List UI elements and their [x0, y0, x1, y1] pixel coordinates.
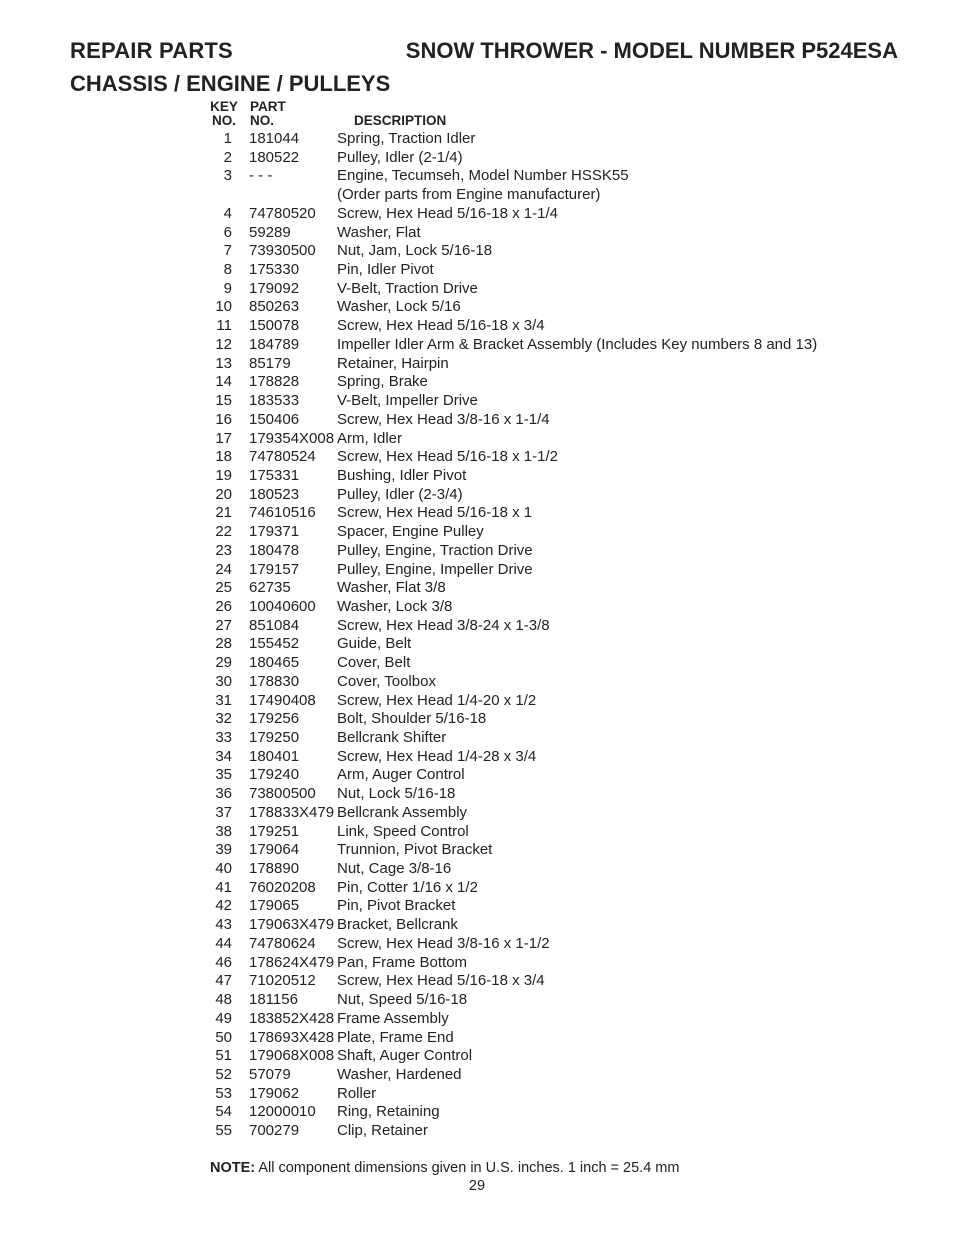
description-header: DESCRIPTION	[354, 113, 447, 128]
parts-row	[196, 280, 916, 299]
key-no: 19	[215, 466, 232, 484]
key-no: 27	[215, 616, 232, 634]
key-no: 50	[215, 1028, 232, 1046]
section-title: CHASSIS / ENGINE / PULLEYS	[70, 71, 391, 96]
key-no: 24	[215, 560, 232, 578]
parts-row	[196, 355, 916, 374]
part-no: 850263	[249, 298, 300, 316]
part-description: Nut, Jam, Lock 5/16-18	[337, 242, 493, 260]
parts-row	[196, 242, 916, 261]
part-description: Trunnion, Pivot Bracket	[337, 841, 493, 859]
key-no: 13	[215, 354, 232, 372]
part-description: Screw, Hex Head 5/16-18 x 3/4	[337, 317, 545, 335]
key-no: 41	[215, 878, 232, 896]
parts-row	[196, 748, 916, 767]
parts-row	[196, 579, 916, 598]
page-header-right	[406, 38, 898, 64]
key-no: 28	[215, 635, 232, 653]
key-no: 51	[215, 1047, 232, 1065]
part-no: 76020208	[249, 878, 316, 896]
part-no: 155452	[249, 635, 300, 653]
part-no: 183533	[249, 392, 300, 410]
part-no: 175330	[249, 261, 300, 279]
parts-row	[196, 635, 916, 654]
part-no: 179240	[249, 766, 300, 784]
parts-row	[196, 149, 916, 168]
parts-list	[196, 130, 916, 1141]
part-description: Nut, Lock 5/16-18	[337, 785, 456, 803]
key-no: 49	[215, 1009, 232, 1027]
page-header-left: REPAIR PARTS	[70, 38, 233, 63]
parts-row	[196, 916, 916, 935]
part-no: 175331	[249, 466, 300, 484]
parts-row	[196, 336, 916, 355]
note-label: NOTE:	[210, 1160, 256, 1176]
key-no: 1	[223, 130, 232, 147]
parts-row	[196, 130, 916, 149]
key-no: 47	[215, 972, 232, 990]
key-no: 44	[215, 934, 232, 952]
parts-row	[196, 972, 916, 991]
part-no: 179092	[249, 279, 300, 297]
key-no	[196, 186, 232, 205]
key-no: 54	[215, 1103, 232, 1121]
part-description: Pan, Frame Bottom	[337, 953, 468, 971]
part-no: 179062	[249, 1084, 300, 1102]
part-description: Screw, Hex Head 5/16-18 x 1	[337, 504, 533, 522]
parts-row	[196, 411, 916, 430]
parts-row	[196, 823, 916, 842]
part-no: 150406	[249, 410, 300, 428]
key-no: 18	[215, 448, 232, 466]
key-no: 23	[215, 541, 232, 559]
key-header-line1: KEY	[210, 99, 238, 114]
key-no: 6	[223, 223, 232, 241]
part-description: Arm, Auger Control	[337, 766, 465, 784]
parts-row	[196, 504, 916, 523]
part-description: Nut, Speed 5/16-18	[337, 991, 468, 1009]
part-description: Screw, Hex Head 5/16-18 x 3/4	[337, 972, 545, 990]
part-no: 179157	[249, 560, 300, 578]
parts-row	[196, 935, 916, 954]
parts-row	[196, 486, 916, 505]
part-description: Washer, Flat 3/8	[337, 579, 446, 597]
part-description: Engine, Tecumseh, Model Number HSSK55	[337, 167, 629, 185]
key-no: 10	[215, 298, 232, 316]
part-description: Screw, Hex Head 5/16-18 x 1-1/4	[337, 204, 558, 222]
parts-row	[196, 542, 916, 561]
part-no: 178624X479	[249, 953, 335, 971]
part-description: Bellcrank Assembly	[337, 803, 468, 821]
model-number: P524ESA	[801, 38, 898, 63]
part-description: Impeller Idler Arm & Bracket Assembly (Includes Key numbers 8 and 13)	[337, 335, 818, 353]
part-no: 73800500	[249, 785, 316, 803]
part-no: 180401	[249, 747, 300, 765]
parts-row	[196, 261, 916, 280]
part-description: V-Belt, Impeller Drive	[337, 392, 478, 410]
key-no: 20	[215, 485, 232, 503]
parts-row	[196, 1103, 916, 1122]
part-no: 179354X008	[249, 429, 335, 447]
key-no: 15	[215, 392, 232, 410]
part-description: Pulley, Engine, Traction Drive	[337, 541, 533, 559]
key-no: 14	[215, 373, 232, 391]
parts-row	[196, 785, 916, 804]
parts-row	[196, 224, 916, 243]
part-no: 184789	[249, 335, 300, 353]
page-number: 29	[468, 1178, 486, 1194]
key-no: 36	[215, 785, 232, 803]
part-description: Clip, Retainer	[337, 1122, 428, 1140]
key-no: 7	[223, 242, 232, 260]
part-no: 12000010	[249, 1103, 316, 1121]
part-no: 181156	[249, 991, 298, 1009]
part-no: 59289	[249, 223, 291, 241]
part-no: 17490408	[249, 691, 316, 709]
part-description: Retainer, Hairpin	[337, 354, 449, 372]
key-no: 29	[215, 654, 232, 672]
key-no: 39	[215, 841, 232, 859]
part-no: 74780624	[249, 934, 316, 952]
parts-row	[196, 392, 916, 411]
part-no: 851084	[249, 616, 300, 634]
key-no: 52	[215, 1065, 232, 1083]
part-no: 180465	[249, 654, 300, 672]
key-no: 8	[223, 261, 232, 279]
part-no: 71020512	[249, 972, 316, 990]
key-no: 46	[215, 953, 232, 971]
part-description: Cover, Belt	[337, 654, 411, 672]
part-description: Pulley, Idler (2-1/4)	[337, 148, 463, 166]
part-description: Ring, Retaining	[337, 1103, 440, 1121]
part-no: 700279	[249, 1122, 300, 1140]
key-no: 38	[215, 822, 232, 840]
part-description: Screw, Hex Head 1/4-28 x 3/4	[337, 747, 537, 765]
parts-row	[196, 167, 916, 186]
part-description: Pulley, Idler (2-3/4)	[337, 485, 463, 503]
key-no: 37	[215, 803, 232, 821]
part-description: Shaft, Auger Control	[337, 1047, 473, 1065]
parts-row	[196, 448, 916, 467]
key-no: 40	[215, 860, 232, 878]
key-no: 53	[215, 1084, 232, 1102]
part-description: Pin, Pivot Bracket	[337, 897, 456, 915]
part-no: 179371	[249, 523, 300, 541]
part-header-line1: PART	[250, 99, 286, 114]
parts-row	[196, 1122, 916, 1141]
part-description: Frame Assembly	[337, 1009, 449, 1027]
part-description: Bolt, Shoulder 5/16-18	[337, 710, 487, 728]
header-title-prefix: SNOW THROWER - MODEL NUMBER	[405, 38, 802, 63]
part-no: 150078	[249, 317, 300, 335]
parts-row	[196, 991, 916, 1010]
part-no-header	[250, 100, 286, 128]
part-no: 85179	[249, 354, 291, 372]
part-no: 57079	[249, 1065, 291, 1083]
key-no: 25	[215, 579, 232, 597]
part-description: Washer, Lock 5/16	[337, 298, 461, 316]
part-no: 62735	[249, 579, 291, 597]
key-no: 33	[215, 729, 232, 746]
note-text: All component dimensions given in U.S. inches. 1 inch = 25.4 mm	[255, 1160, 680, 1176]
key-no: 9	[223, 279, 232, 297]
parts-row	[196, 467, 916, 486]
key-no-header	[208, 100, 240, 128]
part-no: 74780520	[249, 204, 316, 222]
part-no: 178828	[249, 373, 300, 391]
part-description: Link, Speed Control	[337, 822, 469, 840]
key-no: 17	[215, 429, 232, 447]
part-description: Bellcrank Shifter	[337, 729, 447, 746]
key-no: 11	[216, 317, 232, 335]
key-header-line2: NO.	[211, 113, 236, 128]
part-no	[232, 186, 337, 205]
parts-row	[196, 804, 916, 823]
parts-row	[196, 430, 916, 449]
parts-row	[196, 1010, 916, 1029]
parts-row	[196, 766, 916, 785]
part-description: V-Belt, Traction Drive	[337, 279, 478, 297]
part-description: Bracket, Bellcrank	[337, 916, 458, 934]
parts-row	[196, 897, 916, 916]
part-no: 181044	[249, 130, 300, 147]
key-no: 12	[215, 335, 232, 353]
key-no: 30	[215, 672, 232, 690]
part-no: 178890	[249, 860, 300, 878]
part-no: - - -	[249, 167, 273, 185]
part-description: Spring, Traction Idler	[337, 130, 476, 147]
part-no: 179256	[249, 710, 300, 728]
part-description: Washer, Flat	[337, 223, 421, 241]
key-no: 26	[215, 597, 232, 615]
part-no: 73930500	[249, 242, 316, 260]
part-description: Nut, Cage 3/8-16	[337, 860, 452, 878]
part-no: 74780524	[249, 448, 316, 466]
part-description: Screw, Hex Head 5/16-18 x 1-1/2	[337, 448, 558, 466]
key-no: 43	[215, 916, 232, 934]
parts-row	[196, 317, 916, 336]
part-description: Washer, Lock 3/8	[337, 597, 453, 615]
parts-row	[196, 710, 916, 729]
part-no: 179068X008	[249, 1047, 335, 1065]
part-no: 74610516	[249, 504, 316, 522]
part-description: Spring, Brake	[337, 373, 428, 391]
parts-row	[196, 692, 916, 711]
key-no: 16	[215, 410, 232, 428]
parts-row	[196, 617, 916, 636]
part-description: Screw, Hex Head 3/8-24 x 1-3/8	[337, 616, 550, 634]
parts-row	[196, 879, 916, 898]
key-no: 34	[215, 747, 232, 765]
key-no: 21	[215, 504, 232, 522]
key-no: 55	[215, 1122, 232, 1140]
parts-row	[196, 841, 916, 860]
part-no: 179250	[249, 729, 300, 746]
part-description: Screw, Hex Head 1/4-20 x 1/2	[337, 691, 537, 709]
key-no: 3	[223, 167, 232, 185]
part-description: Pulley, Engine, Impeller Drive	[337, 560, 533, 578]
key-no: 4	[223, 204, 232, 222]
dimension-note	[210, 1160, 679, 1176]
part-description: Plate, Frame End	[337, 1028, 454, 1046]
parts-row	[196, 860, 916, 879]
key-no: 42	[215, 897, 232, 915]
part-no: 179064	[249, 841, 300, 859]
part-description: Washer, Hardened	[337, 1065, 462, 1083]
parts-row	[196, 205, 916, 224]
part-no: 10040600	[249, 597, 316, 615]
parts-row	[196, 523, 916, 542]
part-description: Bushing, Idler Pivot	[337, 466, 467, 484]
key-no: 31	[215, 691, 232, 709]
parts-row	[196, 186, 916, 205]
part-no: 178693X428	[249, 1028, 335, 1046]
part-no: 180523	[249, 485, 300, 503]
parts-row	[196, 954, 916, 973]
key-no: 35	[215, 766, 232, 784]
part-no: 180478	[249, 541, 300, 559]
parts-row	[196, 673, 916, 692]
part-description: Roller	[337, 1084, 377, 1102]
part-description: Arm, Idler	[337, 429, 403, 447]
parts-row	[196, 729, 916, 748]
parts-row	[196, 598, 916, 617]
part-description: Screw, Hex Head 3/8-16 x 1-1/2	[337, 934, 550, 952]
parts-row	[196, 1029, 916, 1048]
parts-row	[196, 298, 916, 317]
parts-row	[196, 1085, 916, 1104]
part-description: Spacer, Engine Pulley	[337, 523, 484, 541]
part-no: 180522	[249, 148, 300, 166]
part-no: 178830	[249, 672, 300, 690]
key-no: 2	[223, 148, 232, 166]
parts-row	[196, 1066, 916, 1085]
part-description: Cover, Toolbox	[337, 672, 436, 690]
key-no: 32	[215, 710, 232, 728]
parts-row	[196, 561, 916, 580]
part-no: 178833X479	[249, 803, 335, 821]
part-description: (Order parts from Engine manufacturer)	[337, 186, 601, 204]
part-no: 179063X479	[249, 916, 335, 934]
key-no: 22	[215, 523, 232, 541]
key-no: 48	[215, 991, 232, 1009]
part-no: 183852X428	[249, 1009, 335, 1027]
parts-row	[196, 373, 916, 392]
part-description: Pin, Cotter 1/16 x 1/2	[337, 878, 478, 896]
parts-row	[196, 1047, 916, 1066]
parts-row	[196, 654, 916, 673]
part-description: Pin, Idler Pivot	[337, 261, 434, 279]
part-description: Guide, Belt	[337, 635, 412, 653]
part-description: Screw, Hex Head 3/8-16 x 1-1/4	[337, 410, 550, 428]
part-no: 179251	[249, 822, 300, 840]
part-no: 179065	[249, 897, 300, 915]
part-header-line2: NO.	[250, 113, 275, 128]
